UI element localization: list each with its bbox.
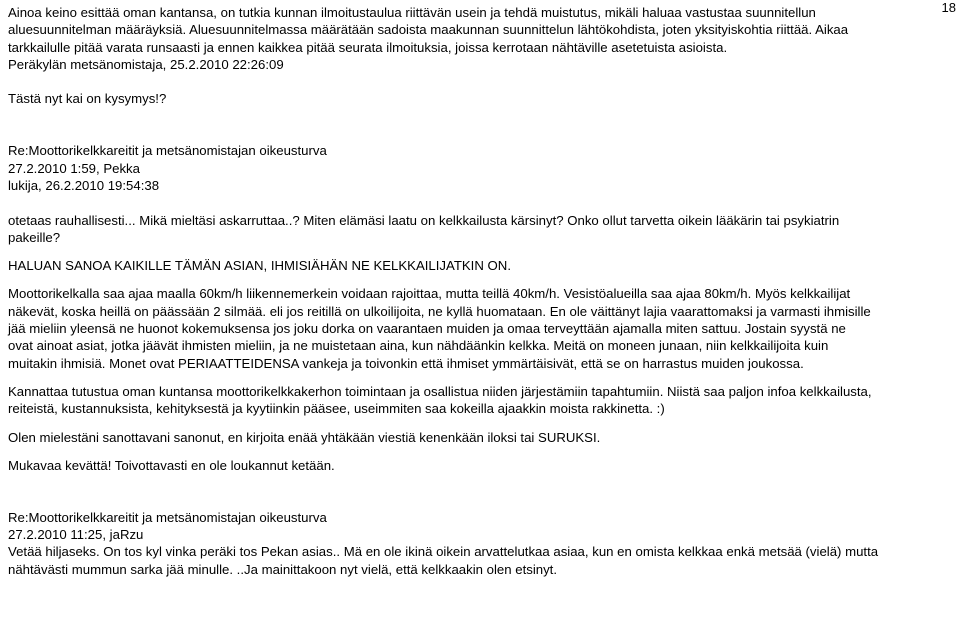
text-line: tarkkailulle pitää varata runsaasti ja ennen kaikkea pitää seurata ilmoituksia, joissa kerrotaan nähtäville asetetuista asioista. (8, 39, 728, 55)
text-line: 27.2.2010 1:59, Pekka (8, 160, 140, 176)
text-line: jää mieliin yleensä ne huonot kokemuksensa jos joku dorka on vaarantaen muiden ja omaa terveyttään ajamalla miten sattuu. Jostain syystä ne (8, 321, 846, 337)
text-line: muitakin ihmisiä. Monet ovat PERIAATTEIDENSA vankeja ja toivonkin että ihmiset ymmärtäisivät, että se on harrastus muiden joukossa. (8, 355, 804, 371)
text-line: Re:Moottorikelkkareitit ja metsänomistajan oikeusturva (8, 143, 327, 159)
page-number: 18 (941, 0, 956, 15)
paragraph (8, 90, 933, 107)
text-line: pakeille? (8, 229, 61, 245)
text-line: Re:Moottorikelkkareitit ja metsänomistajan oikeusturva (8, 509, 327, 525)
paragraph (8, 142, 933, 194)
spacer (8, 372, 933, 383)
text-line: Olen mielestäni sanottavani sanonut, en kirjoita enää yhtäkään viestiä kenenkään iloksi tai SURUKSI. (8, 429, 601, 445)
text-line: lukija, 26.2.2010 19:54:38 (8, 177, 160, 193)
text-line: Kannattaa tutustua oman kuntansa moottorikelkkakerhon toimintaan ja osallistua niiden järjestämiin tapahtumiin. Niistä saa paljon infoa kelkkailusta, (8, 383, 872, 399)
text-line: Mukavaa kevättä! Toivottavasti en ole loukannut ketään. (8, 457, 335, 473)
paragraph (8, 509, 933, 578)
text-line: näkevät, koska heillä on päässään 2 silmää. eli jos reitillä on ulkoilijoita, ne kyllä huomataan. En ole väittänyt lajia vaarattomaksi ja varmasti ihmisille (8, 303, 871, 319)
paragraph (8, 212, 933, 247)
text-line: reiteistä, kustannuksista, kehityksestä ja kyytiinkin pääsee, useimmiten saa kokeilla ajaakkin moista rakkinetta. :) (8, 401, 665, 417)
text-line: nähtävästi mummun sarka jää minulle. ..Ja mainittakoon nyt vielä, että kelkkaakin olen etsinyt. (8, 561, 558, 577)
text-line: Tästä nyt kai on kysymys!? (8, 91, 167, 107)
paragraph (8, 457, 933, 474)
paragraph (8, 257, 933, 274)
paragraph (8, 4, 933, 73)
text-line: Peräkylän metsänomistaja, 25.2.2010 22:26:09 (8, 56, 284, 72)
text-line: HALUAN SANOA KAIKILLE TÄMÄN ASIAN, IHMISIÄHÄN NE KELKKAILIJATKIN ON. (8, 258, 511, 274)
text-line: Vetää hiljaseks. On tos kyl vinka peräki tos Pekan asias.. Mä en ole ikinä oikein arvattelutkaa asiaa, kun en omista kelkkaa enkä metsää (vielä) mutta (8, 544, 879, 560)
spacer (8, 418, 933, 429)
text-line: Ainoa keino esittää oman kantansa, on tutkia kunnan ilmoitustaulua riittävän usein ja tehdä muistutus, mikäli haluaa vastustaa suunnitellun (8, 5, 816, 20)
spacer (8, 446, 933, 457)
paragraph (8, 285, 933, 371)
spacer (8, 491, 933, 508)
spacer (8, 194, 933, 211)
text-line: Moottorikelkalla saa ajaa maalla 60km/h liikennemerkein voidaan rajoittaa, mutta teillä 40km/h. Vesistöalueilla saa ajaa 80km/h. Myös kelkkailijat (8, 286, 851, 302)
spacer (8, 274, 933, 285)
spacer (8, 474, 933, 491)
document-body (8, 4, 933, 578)
spacer (8, 108, 933, 125)
text-line: otetaas rauhallisesti... Mikä mieltäsi askarruttaa..? Miten elämäsi laatu on kelkkailusta kärsinyt? Onko ollut tarvetta oikein lääkärin tai psykiatrin (8, 212, 840, 228)
paragraph (8, 383, 933, 418)
text-line: ovat ainoat asiat, jotka jäävät ihmisten mieliin, ja ne muistetaan aina, kun nähdäänkin kelkka. Meitä on moneen junaan, niin kelkkailijoita kuin (8, 338, 829, 354)
text-line: aluesuunnitelman määräyksiä. Aluesuunnitelmassa määrätään sadoista maakunnan suunnittelun lähtökohdista, joten yksityiskohtia riittää. Aikaa (8, 22, 849, 38)
paragraph (8, 429, 933, 446)
spacer (8, 246, 933, 257)
spacer (8, 125, 933, 142)
text-line: 27.2.2010 11:25, jaRzu (8, 527, 144, 543)
spacer (8, 73, 933, 90)
